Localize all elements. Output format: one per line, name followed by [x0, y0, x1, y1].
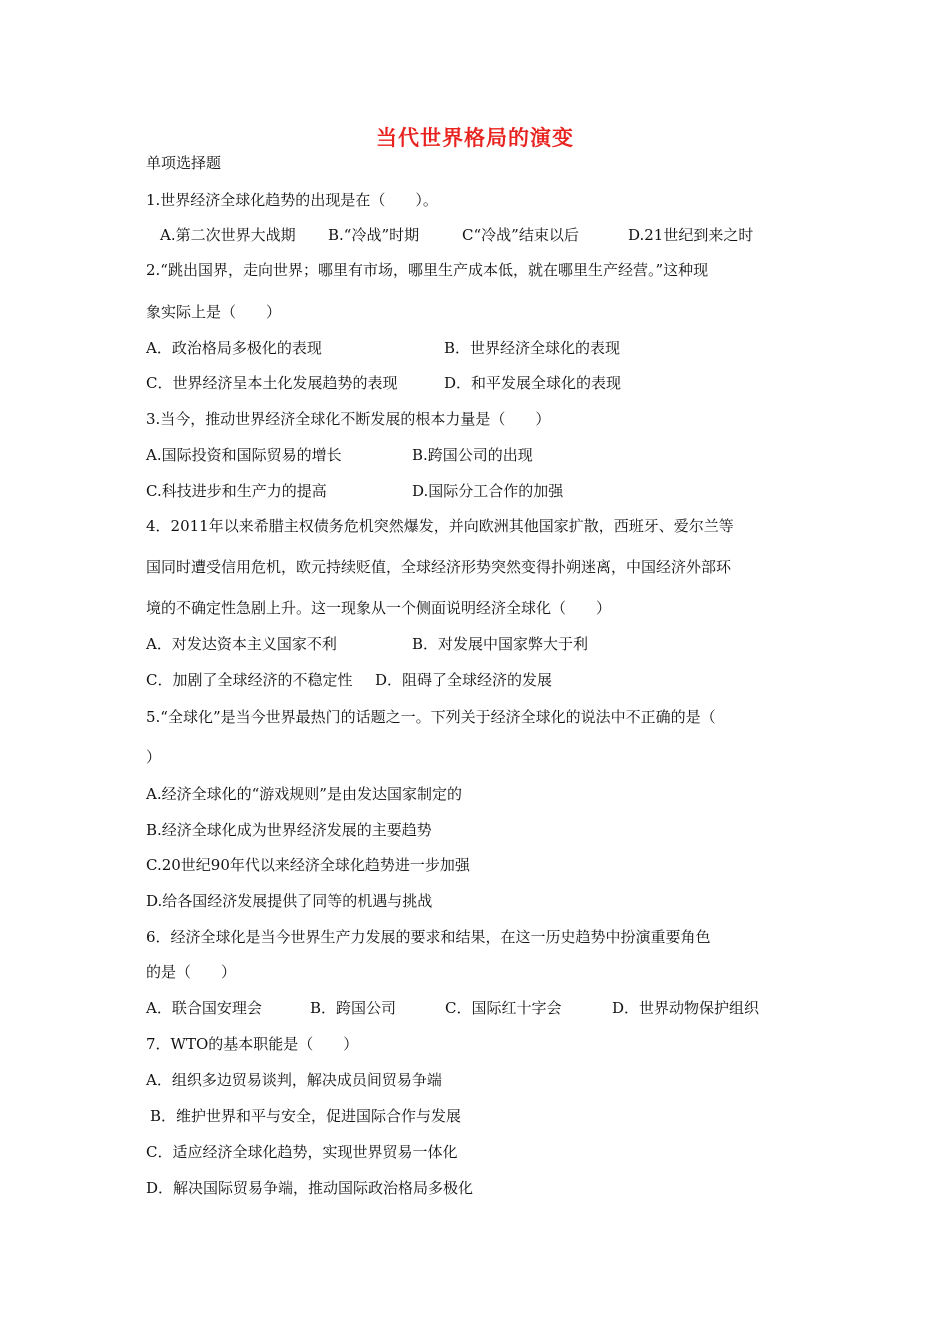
q6-option-a: A．联合国安理会 [146, 999, 262, 1017]
q4-option-c: C．加剧了全球经济的不稳定性 [146, 671, 353, 689]
q2-option-a: A．政治格局多极化的表现 [146, 339, 322, 357]
q2-option-c: C．世界经济呈本土化发展趋势的表现 [146, 374, 398, 392]
q3-option-c: C.科技进步和生产力的提高 [146, 482, 327, 500]
question-4-stem-line2: 国同时遭受信用危机，欧元持续贬值，全球经济形势突然变得扑朔迷离，中国经济外部环 [146, 558, 732, 576]
question-7-stem: 7．WTO的基本职能是（ ） [146, 1035, 359, 1053]
q7-option-c: C．适应经济全球化趋势，实现世界贸易一体化 [146, 1143, 458, 1161]
q6-option-d: D．世界动物保护组织 [612, 999, 760, 1017]
q6-option-b: B．跨国公司 [310, 999, 397, 1017]
q4-option-b: B．对发展中国家弊大于利 [412, 635, 589, 653]
q5-option-b: B.经济全球化成为世界经济发展的主要趋势 [146, 821, 432, 839]
q5-option-d: D.给各国经济发展提供了同等的机遇与挑战 [146, 892, 433, 910]
q2-option-d: D．和平发展全球化的表现 [444, 374, 622, 392]
question-2-stem-line2: 象实际上是（ ） [146, 303, 282, 321]
question-1-stem: 1.世界经济全球化趋势的出现是在（ ）。 [146, 191, 438, 209]
q6-option-c: C．国际红十字会 [445, 999, 562, 1017]
q7-option-d: D．解决国际贸易争端，推动国际政治格局多极化 [146, 1179, 474, 1197]
question-6-stem-line2: 的是（ ） [146, 963, 237, 981]
q7-option-b: B．维护世界和平与安全，促进国际合作与发展 [150, 1107, 462, 1125]
question-2-stem-line1: 2.“跳出国界，走向世界；哪里有市场，哪里生产成本低，就在哪里生产经营。”这种现 [146, 261, 709, 279]
q1-option-d: D.21世纪到来之时 [628, 226, 754, 244]
q7-option-a: A．组织多边贸易谈判，解决成员间贸易争端 [146, 1071, 442, 1089]
page-title: 当代世界格局的演变 [376, 126, 574, 150]
q3-option-a: A.国际投资和国际贸易的增长 [146, 446, 342, 464]
q4-option-a: A．对发达资本主义国家不利 [146, 635, 337, 653]
question-6-stem-line1: 6．经济全球化是当今世界生产力发展的要求和结果，在这一历史趋势中扮演重要角色 [146, 928, 711, 946]
question-4-stem-line3: 境的不确定性急剧上升。这一现象从一个侧面说明经济全球化（ ） [146, 599, 612, 617]
q4-option-d: D．阻碍了全球经济的发展 [375, 671, 553, 689]
q1-option-a: A.第二次世界大战期 [160, 226, 296, 244]
q2-option-b: B．世界经济全球化的表现 [444, 339, 621, 357]
q5-option-c: C.20世纪90年代以来经济全球化趋势进一步加强 [146, 856, 470, 874]
q3-option-d: D.国际分工合作的加强 [412, 482, 564, 500]
q1-option-c: C“冷战”结束以后 [462, 226, 579, 244]
question-5-stem-line1: 5.“全球化”是当今世界最热门的话题之一。下列关于经济全球化的说法中不正确的是（ [146, 708, 716, 726]
q3-option-b: B.跨国公司的出现 [412, 446, 533, 464]
section-heading: 单项选择题 [146, 154, 222, 172]
question-4-stem-line1: 4．2011年以来希腊主权债务危机突然爆发，并向欧洲其他国家扩散，西班牙、爱尔兰等 [146, 517, 734, 535]
q5-option-a: A.经济全球化的“游戏规则”是由发达国家制定的 [146, 785, 462, 803]
q1-option-b: B.“冷战”时期 [328, 226, 420, 244]
question-5-stem-line2: ） [146, 748, 162, 766]
question-3-stem: 3.当今，推动世界经济全球化不断发展的根本力量是（ ） [146, 410, 551, 428]
